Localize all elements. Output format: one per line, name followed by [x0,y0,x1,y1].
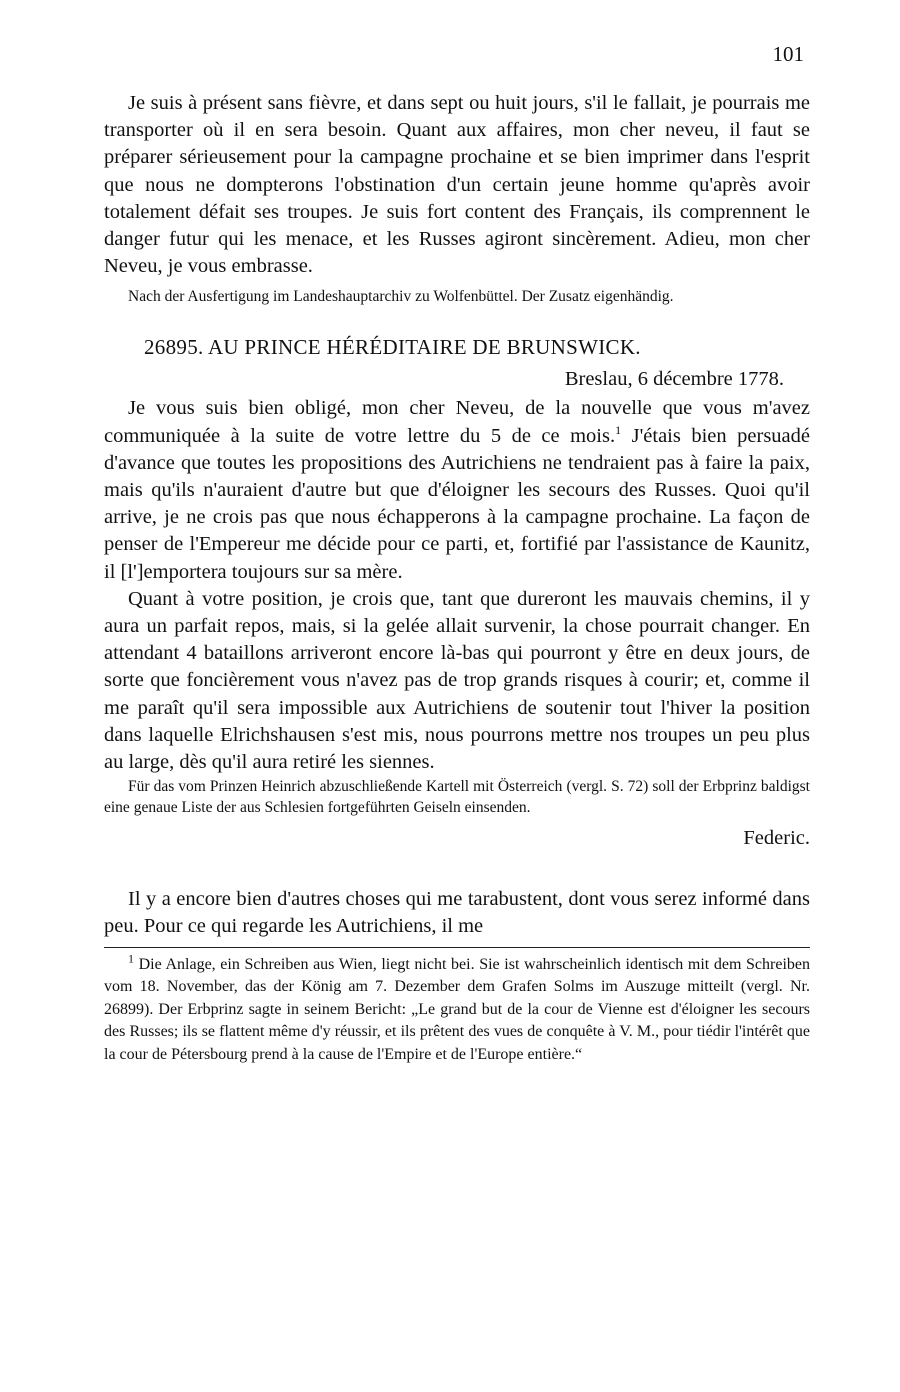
letter-dateline: Breslau, 6 décembre 1778. [564,368,784,391]
letter-heading: 26895. AU PRINCE HÉRÉDITAIRE DE BRUNSWICK. [144,335,641,360]
postscript-paragraph: Il y a encore bien d'autres choses qui me tarabustent, dont vous serez informé dans peu. Pour ce qui regarde les Autrichiens, il me [104,888,810,938]
paragraph-1-text-b: J'étais bien persuadé d'avance que toutes les propositions des Autrichiens ne tendraient pas à faire la paix, mais qu'ils n'auraient d'autre but que d'éloigner les secours des Russes. Quoi qu'il arrive, je ne crois pas que nous échapperons à la campagne prochaine. La façon de penser de l'Empereur me décide pour ce parti, et, fortifié par l'assistance de Kaunitz, il [l']emportera toujours sur sa mère. [104,424,810,583]
source-note: Nach der Ausfertigung im Landeshauptarchiv zu Wolfenbüttel. Der Zusatz eigenhändig. [128,288,674,306]
letter-signature: Federic. [743,827,810,850]
editor-note: Für das vom Prinzen Heinrich abzuschließende Kartell mit Österreich (vergl. S. 72) soll der Erbprinz baldigst eine genaue Liste der aus Schlesien fortgeführten Geiseln einsenden. [104,778,810,817]
footnote-divider [104,947,810,948]
page-number: 101 [772,42,804,66]
paragraph-1-text-a: Je vous suis bien obligé, mon cher Neveu, de la nouvelle que vous m'avez communiquée à la suite de votre lettre du 5 de ce mois. [104,397,810,447]
footnote-marker: 1 [128,951,134,966]
footnote-text: Die Anlage, ein Schreiben aus Wien, liegt nicht bei. Sie ist wahrscheinlich identisch mit dem Schreiben vom 18. November, das der König am 7. Dezember dem Grafen Solms im Auszuge mitteilt (vergl. Nr. 26899). Der Erbprinz sagte in seinem Bericht: „Le grand but de la cour de Vienne est d'éloigner les secours des Russes; ils se flattent même d'y réussir, et ils prêtent des vues de conquête à V. M., pour tiédir l'intérêt que la cour de Pétersbourg prend à la cause de l'Empire et de l'Europe entière.“ [104,955,810,1063]
spacer [104,852,810,886]
continuation-paragraph: Je suis à présent sans fièvre, et dans sept ou huit jours, s'il le fallait, je pourrais me transporter où il en sera besoin. Quant aux affaires, mon cher neveu, il faut se préparer sérieusement pour la campagne prochaine et se bien imprimer dans l'esprit que nous ne dompterons l'obstination d'un certain jeune homme qu'après avoir totalement défait ses troupes. Je suis fort content des Français, ils comprennent le danger futur qui les menace, et les Russes agiront sincèrement. Adieu, mon cher Neveu, je vous embrasse. [104,92,810,278]
letter-paragraph-2: Quant à votre position, je crois que, tant que dureront les mauvais chemins, il y aura un parfait repos, mais, si la gelée allait survenir, la chose pourrait changer. En attendant 4 bataillons arriveront encore là-bas qui pourront y être en deux jours, de sorte que foncièrement vous n'avez pas de trop grands risques à courir; et, comme il me paraît qu'il sera impossible aux Autrichiens de soutenir tout l'hiver la position dans laquelle Elrichshausen s'est mis, nous pourrons mettre nos troupes un peu plus au large, dès qu'il aura retiré les siennes. [104,587,810,774]
footnote [104,951,810,1067]
letter-paragraph-1 [104,395,810,585]
document-page [104,40,810,1066]
footnote-reference: 1 [615,422,622,437]
